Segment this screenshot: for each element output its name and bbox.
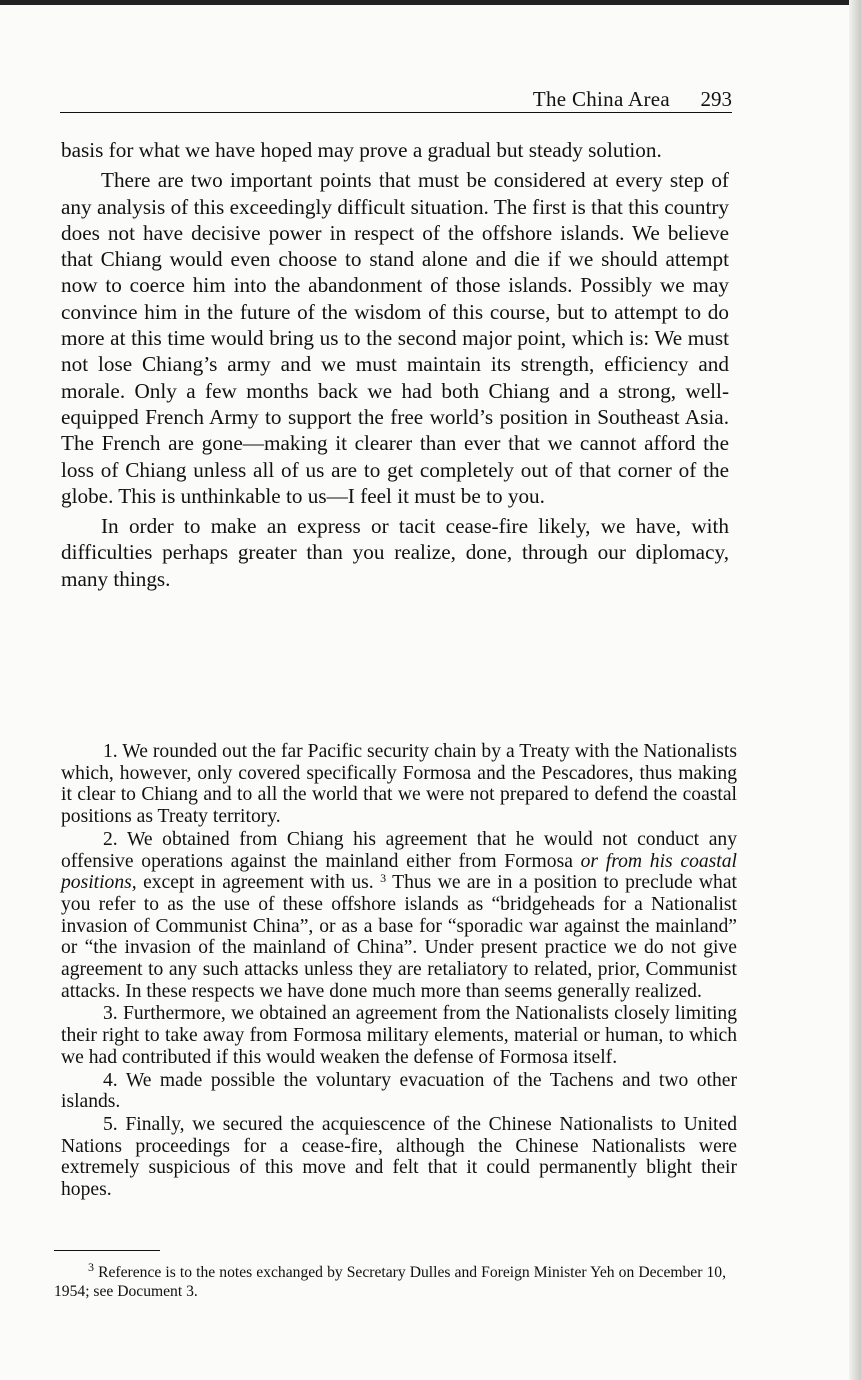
list-item-2-text-c: Thus we are in a position to preclude what you refer to as the use of these offshore islands as “bridgeheads for a Nationalist invasion of Communist China”, or as a base for “sporadic war against the mainland” or “the invasion of the mainland of China”. Under present practice we do not give agreement to any such attacks unless they are retaliatory to related, prior, Communist attacks. In these respects we have done much more than seems generally realized. xyxy=(61,872,737,1002)
footnote-rule xyxy=(54,1250,160,1251)
list-item-2-italic: or from his coastal positions, xyxy=(61,850,737,894)
footnote-marker: 3 xyxy=(88,1260,94,1274)
top-edge-shadow xyxy=(0,0,861,5)
footnote-text: Reference is to the notes exchanged by Secretary Dulles and Foreign Minister Yeh on December 10, 1954; see Document 3. xyxy=(54,1264,726,1300)
list-item-2 xyxy=(61,829,737,1003)
page-number: 293 xyxy=(700,87,732,111)
paragraph-continued: basis for what we have hoped may prove a gradual but steady solution. xyxy=(61,138,662,162)
list-item-3: 3. Furthermore, we obtained an agreement from the Nationalists closely limiting their right to take away from Formosa military elements, material or human, to which we had contributed if this would weaken the defense of Formosa itself. xyxy=(61,1003,737,1068)
list-item-2-text-b: except in agreement with us. xyxy=(143,872,374,894)
running-head-title: The China Area xyxy=(532,87,670,111)
paragraph-cease-fire: In order to make an express or tacit cease-fire likely, we have, with difficulties perhaps greater than you realize, done, through our diplomacy, many things. xyxy=(61,514,729,591)
list-item-4: 4. We made possible the voluntary evacuation of the Tachens and two other islands. xyxy=(61,1069,737,1113)
list-item-5: 5. Finally, we secured the acquiescence of the Chinese Nationalists to United Nations proceedings for a cease-fire, although the Chinese Nationalists were extremely suspicious of this move and felt that it could permanently blight their hopes. xyxy=(61,1113,737,1201)
list-item-2-text-a: 2. We obtained from Chiang his agreement that he would not conduct any offensive operations against the mainland either from Formosa xyxy=(61,828,737,872)
footnote-reference[interactable]: 3 xyxy=(380,871,387,886)
numbered-list xyxy=(61,741,737,1201)
paragraph-two-points: There are two important points that must be considered at every step of any analysis of this exceedingly difficult situation. The first is that this country does not have decisive power in respect of the offshore islands. We believe that Chiang would even choose to stand alone and die if we should attempt now to coerce him into the abandonment of those islands. Possibly we may convince him in the future of the wisdom of this course, but to attempt to do more at this time would bring us to the second major point, which is: We must not lose Chiang’s army and we must maintain its strength, efficiency and morale. Only a few months back we had both Chiang and a strong, well-equipped French Army to support the free world’s position in Southeast Asia. The French are gone—making it clearer than ever that we cannot afford the loss of Chiang unless all of us are to get completely out of that corner of the globe. This is unthinkable to us—I feel it must be to you. xyxy=(61,168,729,508)
list-item-1: 1. We rounded out the far Pacific security chain by a Treaty with the Nationalists which, however, only covered specifically Formosa and the Pescadores, thus making it clear to Chiang and to all the world that we were not prepared to defend the coastal positions as Treaty territory. xyxy=(61,741,737,828)
footnote xyxy=(54,1260,726,1301)
running-head xyxy=(60,84,732,113)
page-edge-shadow xyxy=(849,0,861,1380)
body-text xyxy=(61,137,737,1201)
page xyxy=(56,84,737,1201)
